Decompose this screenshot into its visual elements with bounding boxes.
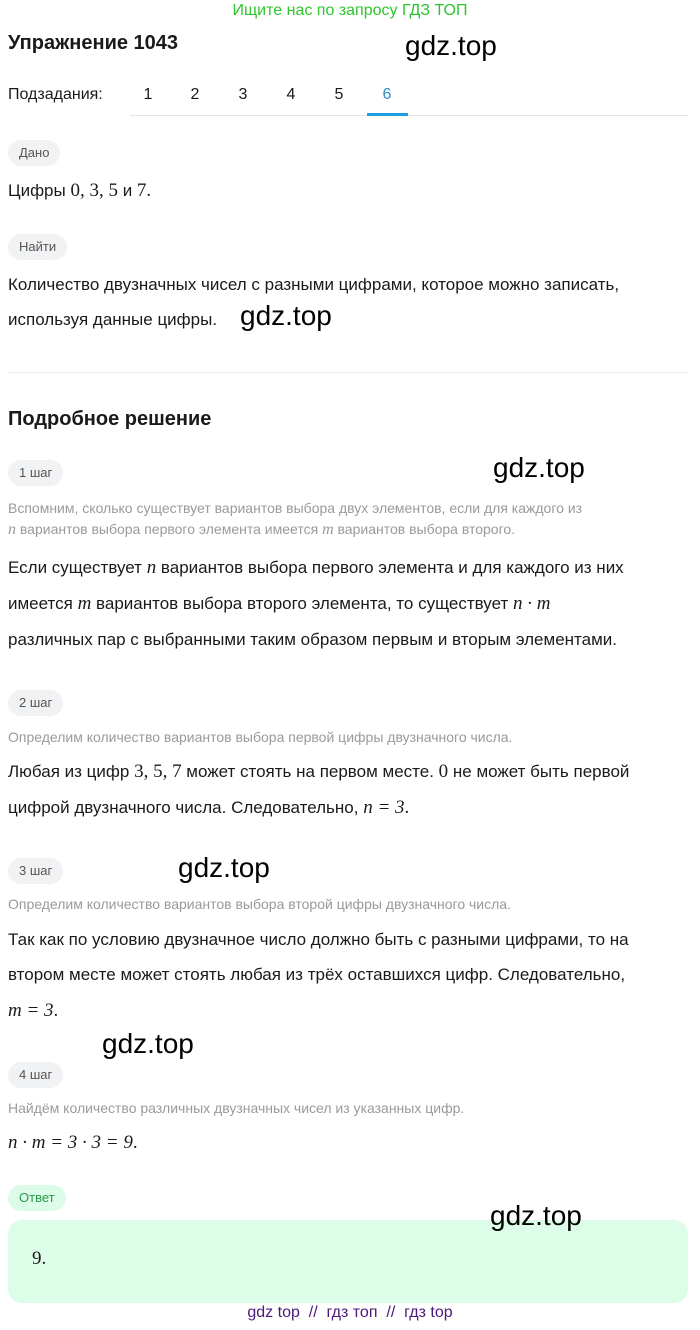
find-badge: Найти xyxy=(8,234,67,260)
step-2-line1: Любая из цифр 3, 5, 7 может стоять на первом месте. 0 не может быть первой xyxy=(8,761,630,782)
search-banner: Ищите нас по запросу ГДЗ ТОП xyxy=(232,2,468,19)
watermark: gdz.top xyxy=(102,1028,194,1059)
step-1-hint-line2: n вариантов выбора первого элемента имеется m вариантов выбора второго. xyxy=(8,521,516,538)
watermark: gdz.top xyxy=(178,852,270,883)
subtask-tab-2[interactable]: 2 xyxy=(190,86,200,103)
subtask-tab-1[interactable]: 1 xyxy=(143,86,153,103)
subtasks-label: Подзадания: xyxy=(8,86,103,103)
step-3-hint: Определим количество вариантов выбора второй цифры двузначного числа. xyxy=(8,896,511,912)
step-1-line1: Если существует n вариантов выбора первого элемента и для каждого из них xyxy=(8,557,624,578)
step-1-badge: 1 шаг xyxy=(8,460,63,486)
step-1-hint-line1: Вспомним, сколько существует вариантов выбора двух элементов, если для каждого из xyxy=(8,500,583,516)
subtask-tab-6[interactable]: 6 xyxy=(382,86,392,103)
step-1-line3: различных пар с выбранными таким образом первым и вторым элементами. xyxy=(8,630,618,649)
watermark: gdz.top xyxy=(493,452,585,483)
step-2-hint: Определим количество вариантов выбора первой цифры двузначного числа. xyxy=(8,729,513,745)
tabs-divider xyxy=(130,115,688,116)
step-2-badge: 2 шаг xyxy=(8,690,63,716)
answer-value: 9. xyxy=(32,1248,47,1269)
step-3-badge: 3 шаг xyxy=(8,858,63,884)
solution-title: Подробное решение xyxy=(8,408,212,430)
step-2-line2: цифрой двузначного числа. Следовательно, n = 3. xyxy=(8,797,410,818)
section-divider xyxy=(8,372,688,373)
given-text: Цифры 0, 3, 5 и 7. xyxy=(8,180,152,201)
find-text-line2: используя данные цифры. xyxy=(8,310,218,329)
page-title: Упражнение 1043 xyxy=(8,32,179,54)
step-4-line1: n · m = 3 · 3 = 9. xyxy=(8,1132,138,1153)
find-text-line1: Количество двузначных чисел с разными цифрами, которое можно записать, xyxy=(8,275,620,294)
step-3-line2: втором месте может стоять любая из трёх оставшихся цифр. Следовательно, xyxy=(8,965,626,984)
answer-box xyxy=(8,1220,688,1303)
answer-badge: Ответ xyxy=(8,1185,66,1211)
watermark: gdz.top xyxy=(240,300,332,331)
subtask-tab-4[interactable]: 4 xyxy=(286,86,296,103)
active-tab-indicator xyxy=(367,113,408,116)
subtask-tab-3[interactable]: 3 xyxy=(238,86,248,103)
step-3-line1: Так как по условию двузначное число должно быть с разными цифрами, то на xyxy=(8,930,629,949)
step-4-badge: 4 шаг xyxy=(8,1062,63,1088)
watermark: gdz.top xyxy=(490,1200,582,1231)
watermark: gdz.top xyxy=(405,30,497,61)
footer-text: gdz top // гдз топ // гдз top xyxy=(247,1304,453,1321)
step-4-hint: Найдём количество различных двузначных чисел из указанных цифр. xyxy=(8,1100,465,1116)
subtask-tab-5[interactable]: 5 xyxy=(334,86,344,103)
given-badge: Дано xyxy=(8,140,60,166)
step-1-line2: имеется m вариантов выбора второго элемента, то существует n · m xyxy=(8,593,551,614)
step-3-line3: m = 3. xyxy=(8,1000,59,1021)
